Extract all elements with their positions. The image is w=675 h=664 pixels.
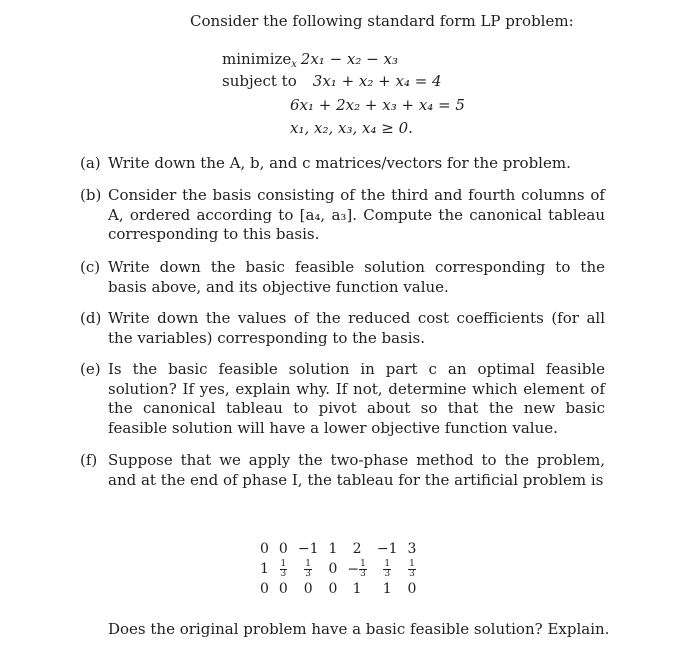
part-text: Consider the basis consisting of the third and fourth columns of A, ordered according to [a₄, a₃]. Compute the canonical tableau corresponding to this basis. [108, 186, 605, 243]
tableau-cell: 0 [328, 560, 338, 577]
tableau-cell: 0 [278, 580, 288, 597]
artificial-tableau [255, 540, 421, 599]
tableau-cell: 2 [352, 541, 362, 557]
question-part-c [80, 258, 605, 297]
part-label: (d) [80, 309, 102, 327]
tableau-cell: $\frac{1}{3}$ [305, 558, 312, 579]
part-label: (e) [80, 360, 101, 378]
tableau-cell: −1 [297, 541, 319, 557]
lp-objective: 2x₁ − x₂ − x₃ [300, 50, 398, 68]
part-label: (f) [80, 451, 98, 469]
tableau-cell: 0 [328, 580, 338, 597]
lp-nonnegativity: x₁, x₂, x₃, x₄ ≥ 0. [290, 119, 413, 137]
final-question: Does the original problem have a basic feasible solution? Explain. [108, 620, 610, 638]
tableau-row [255, 580, 421, 600]
question-part-d [80, 309, 605, 348]
question-part-a [80, 154, 605, 174]
part-label: (a) [80, 154, 101, 172]
part-text: Write down the values of the reduced cost coefficients (for all the variables) corresponding to the basis. [108, 309, 605, 347]
lp-constraint: 3x₁ + x₂ + x₄ = 4 [312, 72, 442, 90]
problem-intro: Consider the following standard form LP problem: [190, 12, 574, 30]
tableau-cell: 1 [352, 580, 362, 597]
tableau-cell: 0 [260, 580, 269, 597]
lp-constraint-line-1 [222, 72, 442, 92]
tableau-row [255, 540, 421, 560]
lp-constraint: 6x₁ + 2x₂ + x₃ + x₄ = 5 [290, 96, 465, 114]
tableau-cell: 0 [303, 580, 313, 597]
question-part-f [80, 451, 605, 490]
lp-objective-line [222, 50, 398, 70]
tableau-cell: 1 [328, 541, 338, 557]
tableau-cell: $\frac{1}{3}$ [280, 558, 287, 579]
tableau-cell: $\frac{1}{3}$ [409, 558, 415, 579]
part-label: (c) [80, 258, 101, 276]
tableau-cell: 0 [278, 541, 288, 557]
part-text: Is the basic feasible solution in part c an optimal feasible solution? If yes, explain why. If not, determine which element of the canonical tableau to pivot about so that the new basic feasible solution will have a lower objective function value. [108, 360, 605, 437]
tableau-cell: 1 [382, 580, 392, 597]
question-part-b [80, 186, 605, 245]
part-text: Suppose that we apply the two-phase method to the problem, and at the end of phase I, the tableau for the artificial problem is [108, 451, 605, 489]
question-part-e [80, 360, 605, 438]
tableau-cell: 3 [407, 541, 417, 557]
tableau-cell: 1 [260, 560, 269, 577]
tableau-cell: 0 [260, 541, 269, 557]
tableau-row [255, 560, 421, 580]
tableau-cell: $\frac{1}{3}$ [384, 558, 391, 579]
part-label: (b) [80, 186, 102, 204]
subject-to-label: subject to [222, 72, 297, 90]
part-text: Write down the A, b, and c matrices/vectors for the problem. [108, 154, 571, 172]
tableau-cell: − $\frac{1}{3}$ [347, 558, 366, 579]
tableau-cell: −1 [376, 541, 398, 557]
minimize-label: minimize$_x$ [222, 50, 297, 70]
part-text: Write down the basic feasible solution corresponding to the basis above, and its objective function value. [108, 258, 605, 296]
tableau-cell: 0 [407, 580, 417, 597]
